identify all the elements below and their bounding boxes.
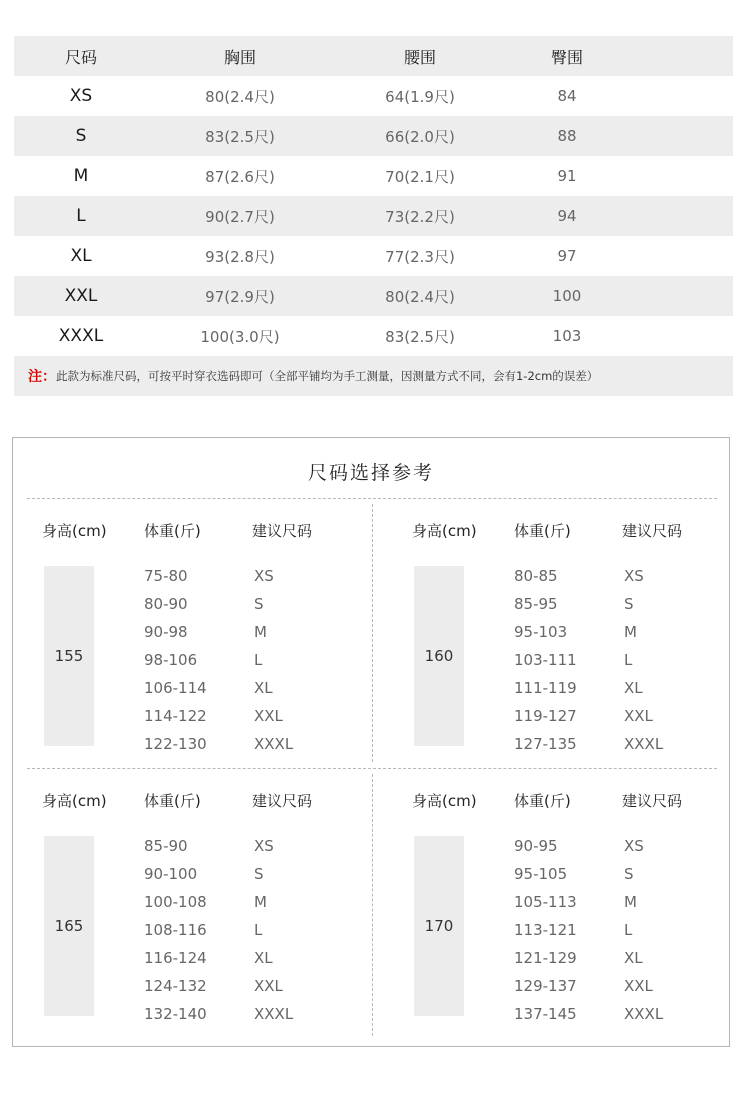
header-suggested-size: 建议尺码 [622,522,683,540]
divider [27,768,717,769]
weight-range: 90-95 [514,837,558,855]
bust-cell: 83(2.5尺) [205,127,275,146]
hip-cell: 84 [557,87,577,105]
hip-cell: 94 [557,207,577,225]
bust-cell: 80(2.4尺) [205,87,275,106]
size-list [254,832,293,1028]
suggested-size: XXXL [624,735,664,753]
header-height: 身高(cm) [42,792,107,810]
hip-cell: 88 [557,127,577,145]
size-cell: XXXL [58,326,104,346]
size-cell: XL [70,246,92,266]
hip-cell: 103 [552,327,582,345]
suggested-size: XXXL [624,1005,664,1023]
hip-cell: 91 [557,167,577,185]
reference-title: 尺码选择参考 [307,462,434,484]
weight-range: 119-127 [514,707,577,725]
size-cell: XS [69,86,93,106]
header-bust: 胸围 [223,47,256,67]
size-table-header [14,36,733,76]
size-note [14,356,733,396]
weight-range: 108-116 [144,921,207,939]
table-row [14,236,733,276]
suggested-size: XXL [254,977,283,995]
height-value: 165 [44,836,94,1016]
header-size: 尺码 [64,47,97,67]
weight-range: 105-113 [514,893,577,911]
height-value: 160 [414,566,464,746]
weight-list [144,832,207,1028]
header-weight: 体重(斤) [514,792,571,810]
suggested-size: XS [624,837,644,855]
header-weight: 体重(斤) [514,522,571,540]
weight-range: 121-129 [514,949,577,967]
reference-block-170 [412,790,750,1030]
suggested-size: XL [624,679,643,697]
suggested-size: S [624,865,634,883]
weight-range: 80-85 [514,567,558,585]
hip-cell: 97 [557,247,577,265]
weight-range: 98-106 [144,651,198,669]
suggested-size: L [624,651,633,669]
size-list [624,562,663,758]
weight-list [144,562,207,758]
suggested-size: XS [624,567,644,585]
header-suggested-size: 建议尺码 [622,792,683,810]
weight-range: 85-90 [144,837,188,855]
size-reference-panel [12,437,730,1047]
table-row [14,316,733,356]
waist-cell: 77(2.3尺) [385,247,455,266]
suggested-size: L [254,651,263,669]
weight-range: 95-105 [514,865,568,883]
suggested-size: XS [254,837,274,855]
waist-cell: 80(2.4尺) [385,287,455,306]
waist-cell: 64(1.9尺) [385,87,455,106]
header-suggested-size: 建议尺码 [252,792,313,810]
bust-cell: 90(2.7尺) [205,207,275,226]
weight-range: 122-130 [144,735,207,753]
suggested-size: XXL [624,977,653,995]
height-value: 155 [44,566,94,746]
weight-list [514,832,577,1028]
suggested-size: XL [254,679,273,697]
note-label: 注： [28,369,56,385]
suggested-size: XL [254,949,273,967]
weight-range: 116-124 [144,949,207,967]
size-cell: L [76,206,86,226]
weight-range: 103-111 [514,651,577,669]
table-row [14,116,733,156]
table-row [14,276,733,316]
waist-cell: 83(2.5尺) [385,327,455,346]
bust-cell: 93(2.8尺) [205,247,275,266]
header-height: 身高(cm) [412,792,477,810]
size-table [14,36,733,396]
suggested-size: M [254,623,267,641]
suggested-size: XXL [624,707,653,725]
waist-cell: 70(2.1尺) [385,167,455,186]
header-suggested-size: 建议尺码 [252,522,313,540]
weight-range: 111-119 [514,679,577,697]
weight-range: 90-98 [144,623,188,641]
weight-range: 75-80 [144,567,188,585]
weight-range: 90-100 [144,865,198,883]
header-height: 身高(cm) [42,522,107,540]
suggested-size: S [254,865,264,883]
weight-range: 114-122 [144,707,207,725]
weight-range: 100-108 [144,893,207,911]
weight-range: 95-103 [514,623,568,641]
table-row [14,76,733,116]
height-value: 170 [414,836,464,1016]
suggested-size: XL [624,949,643,967]
weight-range: 124-132 [144,977,207,995]
table-row [14,156,733,196]
weight-list [514,562,577,758]
reference-block-155 [42,520,382,760]
suggested-size: M [624,623,637,641]
size-list [254,562,293,758]
divider [27,498,717,499]
header-waist: 腰围 [403,47,436,67]
reference-block-160 [412,520,750,760]
weight-range: 106-114 [144,679,207,697]
waist-cell: 66(2.0尺) [385,127,455,146]
suggested-size: XXXL [254,1005,294,1023]
bust-cell: 100(3.0尺) [200,327,280,346]
weight-range: 129-137 [514,977,577,995]
suggested-size: S [624,595,634,613]
weight-range: 80-90 [144,595,188,613]
suggested-size: XS [254,567,274,585]
weight-range: 85-95 [514,595,558,613]
header-height: 身高(cm) [412,522,477,540]
suggested-size: L [624,921,633,939]
header-weight: 体重(斤) [144,522,201,540]
suggested-size: XXL [254,707,283,725]
hip-cell: 100 [552,287,582,305]
bust-cell: 97(2.9尺) [205,287,275,306]
size-cell: XXL [64,286,98,306]
weight-range: 127-135 [514,735,577,753]
waist-cell: 73(2.2尺) [385,207,455,226]
table-row [14,196,733,236]
reference-block-165 [42,790,382,1030]
weight-range: 137-145 [514,1005,577,1023]
suggested-size: M [254,893,267,911]
suggested-size: S [254,595,264,613]
weight-range: 113-121 [514,921,577,939]
weight-range: 132-140 [144,1005,207,1023]
suggested-size: XXXL [254,735,294,753]
size-cell: S [75,126,87,146]
size-cell: M [73,166,89,186]
note-text: 此款为标准尺码，可按平时穿衣选码即可（全部平铺均为手工测量，因测量方式不同，会有1-2cm的误差） [56,369,599,383]
size-list [624,832,663,1028]
header-hip: 臀围 [550,47,583,67]
header-weight: 体重(斤) [144,792,201,810]
suggested-size: L [254,921,263,939]
suggested-size: M [624,893,637,911]
bust-cell: 87(2.6尺) [205,167,275,186]
